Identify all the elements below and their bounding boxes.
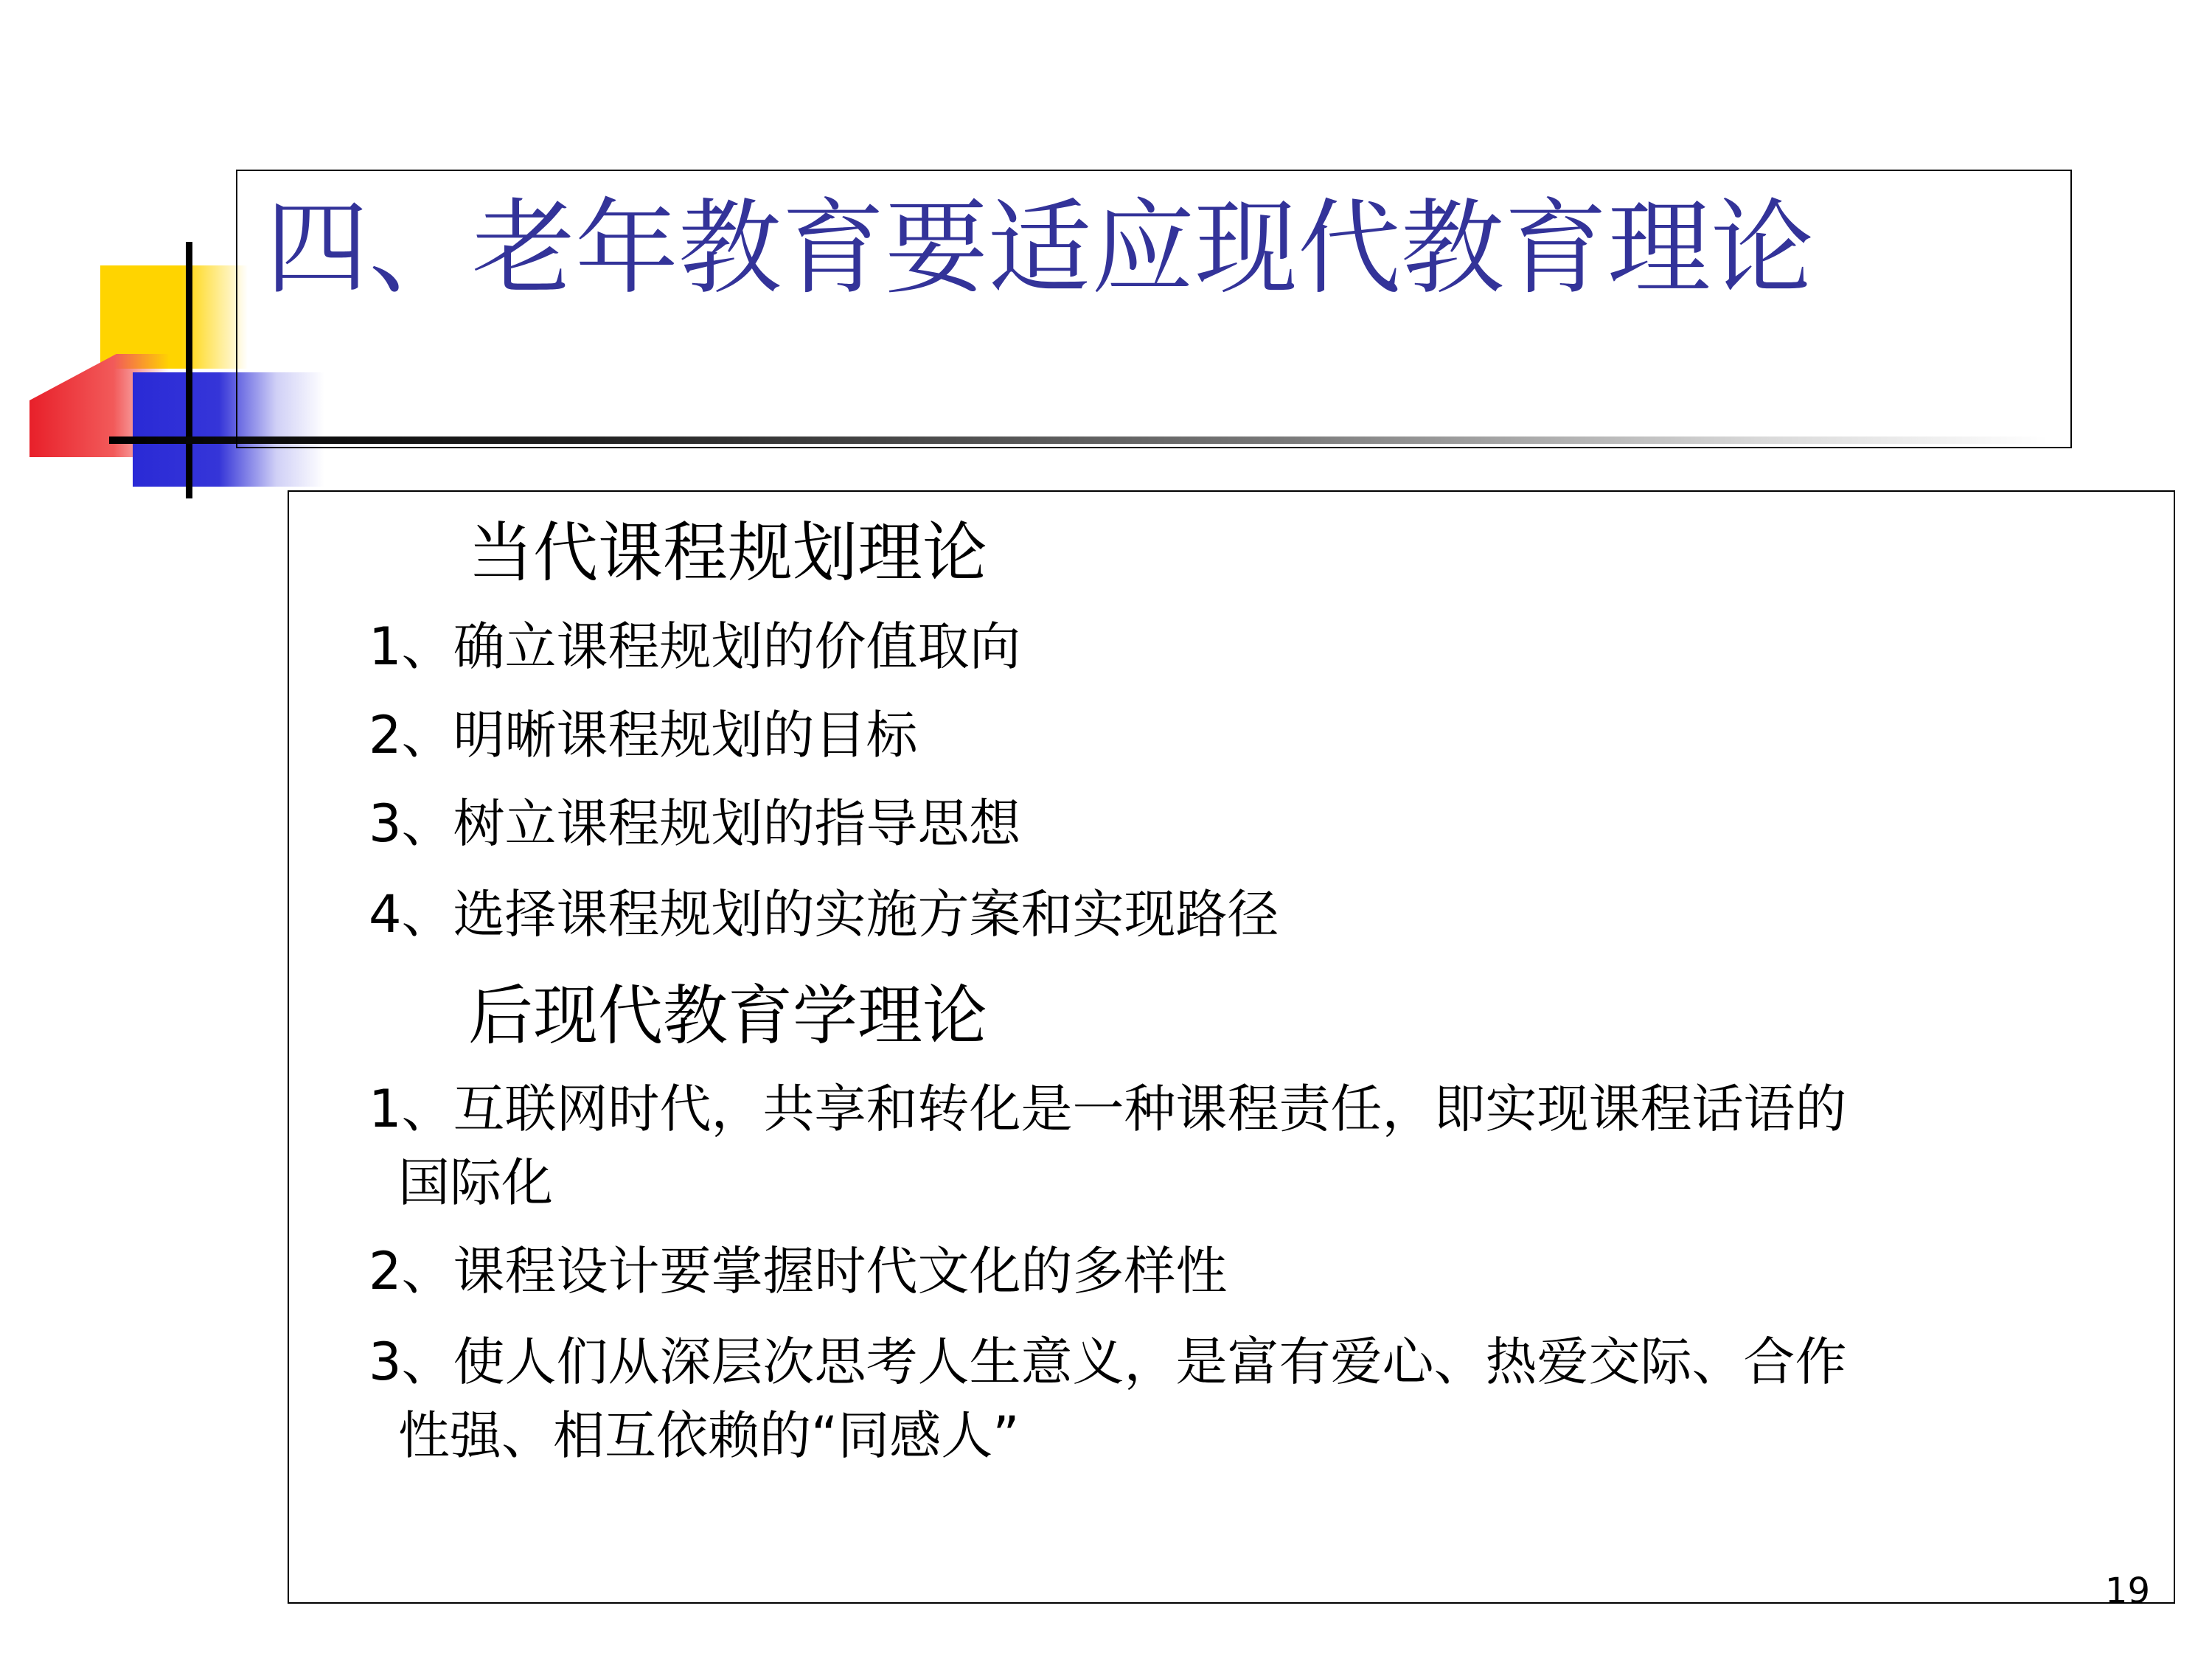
list-item: 4、选择课程规划的实施方案和实现路径 xyxy=(369,884,1279,945)
page-number: 19 xyxy=(2104,1571,2150,1612)
decor-vertical-line xyxy=(186,242,192,498)
list-item: 2、明晰课程规划的目标 xyxy=(369,705,918,765)
list-item: 3、使人们从深层次思考人生意义，是富有爱心、热爱交际、合作 xyxy=(369,1332,1847,1392)
section-heading-postmodern: 后现代教育学理论 xyxy=(468,978,988,1054)
list-item: 2、课程设计要掌握时代文化的多样性 xyxy=(369,1241,1228,1301)
section-heading-curriculum-planning: 当代课程规划理论 xyxy=(468,515,988,591)
list-item-continuation: 性强、相互依赖的“同感人” xyxy=(398,1405,1020,1466)
list-item-continuation: 国际化 xyxy=(398,1152,553,1213)
list-item: 1、互联网时代，共享和转化是一种课程责任，即实现课程话语的 xyxy=(369,1079,1847,1139)
slide-title: 四、老年教育要适应现代教育理论 xyxy=(265,189,1815,309)
decor-yellow-square xyxy=(100,265,248,369)
list-item: 1、确立课程规划的价值取向 xyxy=(369,616,1021,677)
list-item: 3、树立课程规划的指导思想 xyxy=(369,793,1021,854)
